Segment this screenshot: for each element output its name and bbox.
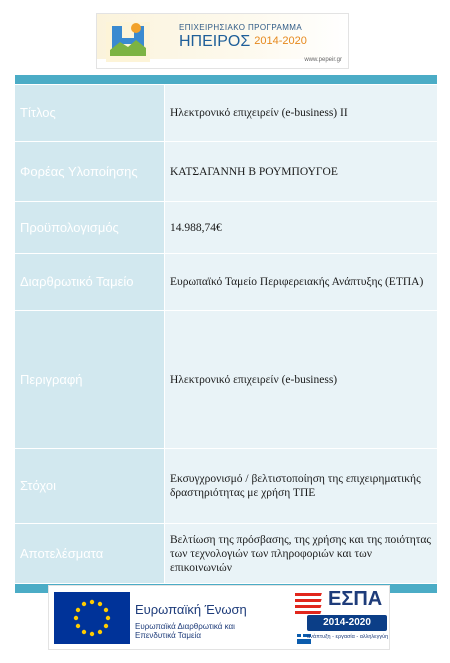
row-value: ΚΑΤΣΑΓΑΝΝΗ Β ΡΟΥΜΠΟΥΓΟΕ [165,142,438,202]
table-row-description [15,311,438,449]
table-row-structural-fund [15,254,438,311]
row-label: Τίτλος [15,85,165,142]
table-row-objectives [15,449,438,524]
program-region: ΗΠΕΙΡΟΣ [179,33,251,50]
row-value: Εκσυγχρονισμό / βελτιστοποίηση της επιχειρηματικής δραστηριότητας με χρήση ΤΠΕ [165,449,438,524]
row-value: Ευρωπαϊκό Ταμείο Περιφερειακής Ανάπτυξης (ΕΤΠΑ) [165,254,438,311]
project-info-table [14,74,438,594]
table-row-results [15,524,438,584]
row-label: Διαρθρωτικό Ταμείο [15,254,165,311]
program-url: www.pepeir.gr [304,57,342,63]
espa-years: 2014-2020 [307,615,387,631]
row-label: Στόχοι [15,449,165,524]
program-title-line: ΕΠΙΧΕΙΡΗΣΙΑΚΟ ΠΡΟΓΡΑΜΜΑ [179,23,303,32]
row-value: Βελτίωση της πρόσβασης, της χρήσης και της ποιότητας των τεχνολογιών των πληροφοριών και των επικοινωνιών [165,524,438,584]
eu-subtitle: Ευρωπαϊκά Διαρθρωτικά και Επενδυτικά Ταμεία [135,622,235,640]
row-label: Περιγραφή [15,311,165,449]
eu-flag-icon [54,592,130,644]
row-value: 14.988,74€ [165,202,438,254]
row-value: Ηλεκτρονικό επιχειρείν (e-business) ΙΙ [165,85,438,142]
row-label: Αποτελέσματα [15,524,165,584]
table-row-budget [15,202,438,254]
table-header-band [15,75,438,85]
funding-logos [48,585,390,650]
table-row-title [15,85,438,142]
eu-title: Ευρωπαϊκή Ένωση [135,602,247,617]
row-label: Προϋπολογισμός [15,202,165,254]
espa-slogan: ανάπτυξη - εργασία - αλληλεγγύη [307,634,389,640]
row-value: Ηλεκτρονικό επιχειρείν (e-business) [165,311,438,449]
epirus-program-emblem-icon [102,16,154,66]
row-label: Φορέας Υλοποίησης [15,142,165,202]
espa-word: ΕΣΠΑ [328,588,383,610]
program-region-line [179,33,307,51]
program-logo [96,13,349,69]
program-years: 2014-2020 [254,35,307,47]
table-row-implementing-body [15,142,438,202]
